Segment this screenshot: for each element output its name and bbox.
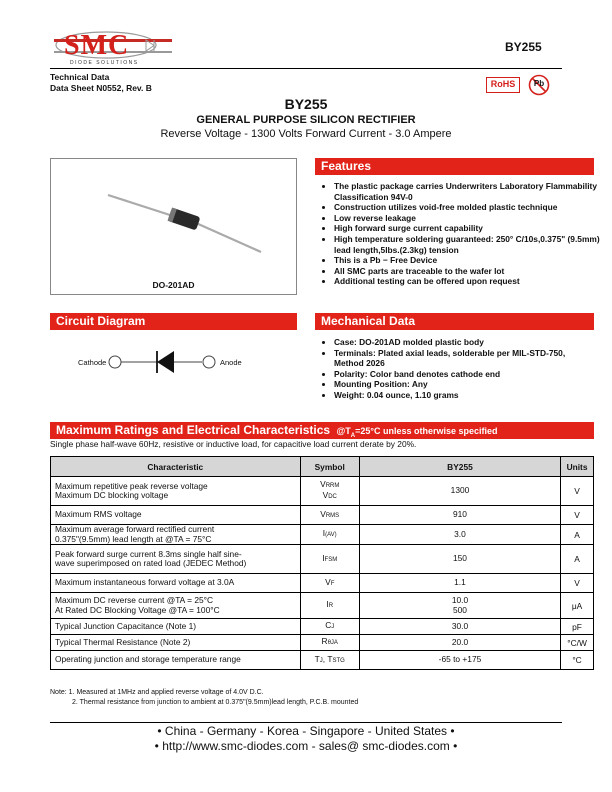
ratings-condition: $@T_A=25^\circ C$ unless otherwise specified <box>336 426 498 439</box>
symbol-cell: I(AV) <box>300 525 359 545</box>
col-units: Units <box>561 457 594 477</box>
circuit-diagram <box>76 344 276 380</box>
mechanical-item-0: • Case: DO-201AD molded plastic body <box>334 337 594 348</box>
table-row <box>51 506 594 525</box>
ratings-summary: Reverse Voltage - 1300 Volts Forward Current - 3.0 Ampere <box>160 128 452 140</box>
feature-item-4: • High temperature soldering guaranteed: 250° C/10s,0.375" (9.5mm) lead length,5lbs.(2.3kg) tension <box>334 234 612 255</box>
rohs-label: RoHS <box>490 79 516 89</box>
table-row <box>51 477 594 506</box>
logo-tagline: DIODE SOLUTIONS <box>70 60 139 66</box>
characteristic-cell: Typical Thermal Resistance (Note 2) <box>51 635 301 651</box>
col-symbol: Symbol <box>300 457 359 477</box>
unit-cell: V <box>561 506 594 525</box>
feature-item-0: • The plastic package carries Underwriters Laboratory Flammability Classification 94V-0 <box>334 181 612 202</box>
characteristic-cell: Maximum average forward rectified current 0.375"(9.5mm) lead length at @TA = 75°C <box>51 525 301 545</box>
footer-contact: • http://www.smc-diodes.com - sales@ smc-diodes.com • <box>154 739 458 753</box>
note-2: 2. Thermal resistance from junction to ambient at 0.375"(9.5mm)lead length, P.C.B. mounted <box>72 699 359 706</box>
feature-item-3: • High forward surge current capability <box>334 223 612 234</box>
value-cell: 30.0 <box>359 619 560 635</box>
value-cell: 150 <box>359 545 560 574</box>
characteristic-cell: Operating junction and storage temperature range <box>51 651 301 670</box>
feature-item-1: • Construction utilizes void-free molded plastic technique <box>334 202 612 213</box>
symbol-cell: VRRM VDC <box>300 477 359 506</box>
page-subtitle: GENERAL PURPOSE SILICON RECTIFIER <box>196 114 416 126</box>
symbol-cell: VF <box>300 574 359 593</box>
mechanical-list <box>316 337 594 401</box>
characteristic-cell: Typical Junction Capacitance (Note 1) <box>51 619 301 635</box>
unit-cell: °C <box>561 651 594 670</box>
value-cell: -65 to +175 <box>359 651 560 670</box>
feature-item-2: • Low reverse leakage <box>334 213 612 224</box>
symbol-cell: IR <box>300 593 359 619</box>
diode-package-image <box>51 159 296 279</box>
anode-label: Anode <box>220 358 242 367</box>
mechanical-item-3: • Mounting Position: Any <box>334 379 594 390</box>
table-row <box>51 545 594 574</box>
package-image-box <box>50 158 297 295</box>
logo-wordmark: SMC <box>64 30 130 61</box>
value-cell: 1.1 <box>359 574 560 593</box>
symbol-cell: IFSM <box>300 545 359 574</box>
unit-cell: A <box>561 525 594 545</box>
symbol-cell: CJ <box>300 619 359 635</box>
data-sheet-number: Data Sheet N0552, Rev. B <box>50 83 152 93</box>
unit-cell: V <box>561 477 594 506</box>
unit-cell: μA <box>561 593 594 619</box>
feature-item-5: • This is a Pb − Free Device <box>334 255 612 266</box>
cathode-label: Cathode <box>78 358 107 367</box>
value-cell: 1300 <box>359 477 560 506</box>
characteristic-cell: Maximum repetitive peak reverse voltage Maximum DC blocking voltage <box>51 477 301 506</box>
characteristic-cell: Peak forward surge current 8.3ms single half sine- wave superimposed on rated load (JEDEC Method) <box>51 545 301 574</box>
table-header-row <box>51 457 594 477</box>
header-rule <box>50 68 562 69</box>
doc-type: Technical Data <box>50 72 110 82</box>
rohs-badge <box>486 77 520 93</box>
unit-cell: V <box>561 574 594 593</box>
header-part-number: BY255 <box>505 40 542 54</box>
characteristic-cell: Maximum RMS voltage <box>51 506 301 525</box>
mechanical-heading: Mechanical Data <box>315 313 594 330</box>
symbol-cell: RθJA <box>300 635 359 651</box>
unit-cell: pF <box>561 619 594 635</box>
footer-rule <box>50 722 562 723</box>
feature-item-6: • All SMC parts are traceable to the wafer lot <box>334 266 612 277</box>
ratings-note: Single phase half-wave 60Hz, resistive or inductive load, for capacitive load current derate by 20%. <box>50 439 417 449</box>
col-value: BY255 <box>359 457 560 477</box>
symbol-cell: VRMS <box>300 506 359 525</box>
feature-item-7: • Additional testing can be offered upon request <box>334 276 612 287</box>
pb-label: Pb <box>533 79 545 88</box>
mechanical-item-4: • Weight: 0.04 ounce, 1.10 grams <box>334 390 594 401</box>
ratings-table <box>50 456 594 670</box>
table-row <box>51 651 594 670</box>
footer-countries: • China - Germany - Korea - Singapore - United States • <box>157 724 455 738</box>
notes <box>50 688 358 708</box>
circuit-heading: Circuit Diagram <box>50 313 297 330</box>
page-title: BY255 <box>284 96 328 112</box>
ratings-heading <box>50 422 594 439</box>
table-row <box>51 635 594 651</box>
unit-cell: °C/W <box>561 635 594 651</box>
features-heading: Features <box>315 158 594 175</box>
smc-logo <box>54 26 172 68</box>
unit-cell: A <box>561 545 594 574</box>
note-1: Note: 1. Measured at 1MHz and applied reverse voltage of 4.0V D.C. <box>50 689 264 696</box>
mechanical-item-2: • Polarity: Color band denotes cathode end <box>334 369 594 380</box>
features-list <box>316 181 612 287</box>
characteristic-cell: Maximum DC reverse current @TA = 25°C At Rated DC Blocking Voltage @TA = 100°C <box>51 593 301 619</box>
tech-data-block <box>50 72 152 94</box>
value-cell: 910 <box>359 506 560 525</box>
value-cell: 3.0 <box>359 525 560 545</box>
col-characteristic: Characteristic <box>51 457 301 477</box>
table-row <box>51 593 594 619</box>
value-cell: 10.0 500 <box>359 593 560 619</box>
characteristic-cell: Maximum instantaneous forward voltage at 3.0A <box>51 574 301 593</box>
ratings-heading-text: Maximum Ratings and Electrical Characteristics <box>56 423 331 437</box>
pb-free-icon <box>528 74 550 96</box>
value-cell: 20.0 <box>359 635 560 651</box>
package-label: DO-201AD <box>152 280 195 290</box>
mechanical-item-1: • Terminals: Plated axial leads, solderable per MIL-STD-750, Method 2026 <box>334 348 594 369</box>
table-row <box>51 574 594 593</box>
symbol-cell: TJ, TSTG <box>300 651 359 670</box>
table-row <box>51 619 594 635</box>
table-row <box>51 525 594 545</box>
